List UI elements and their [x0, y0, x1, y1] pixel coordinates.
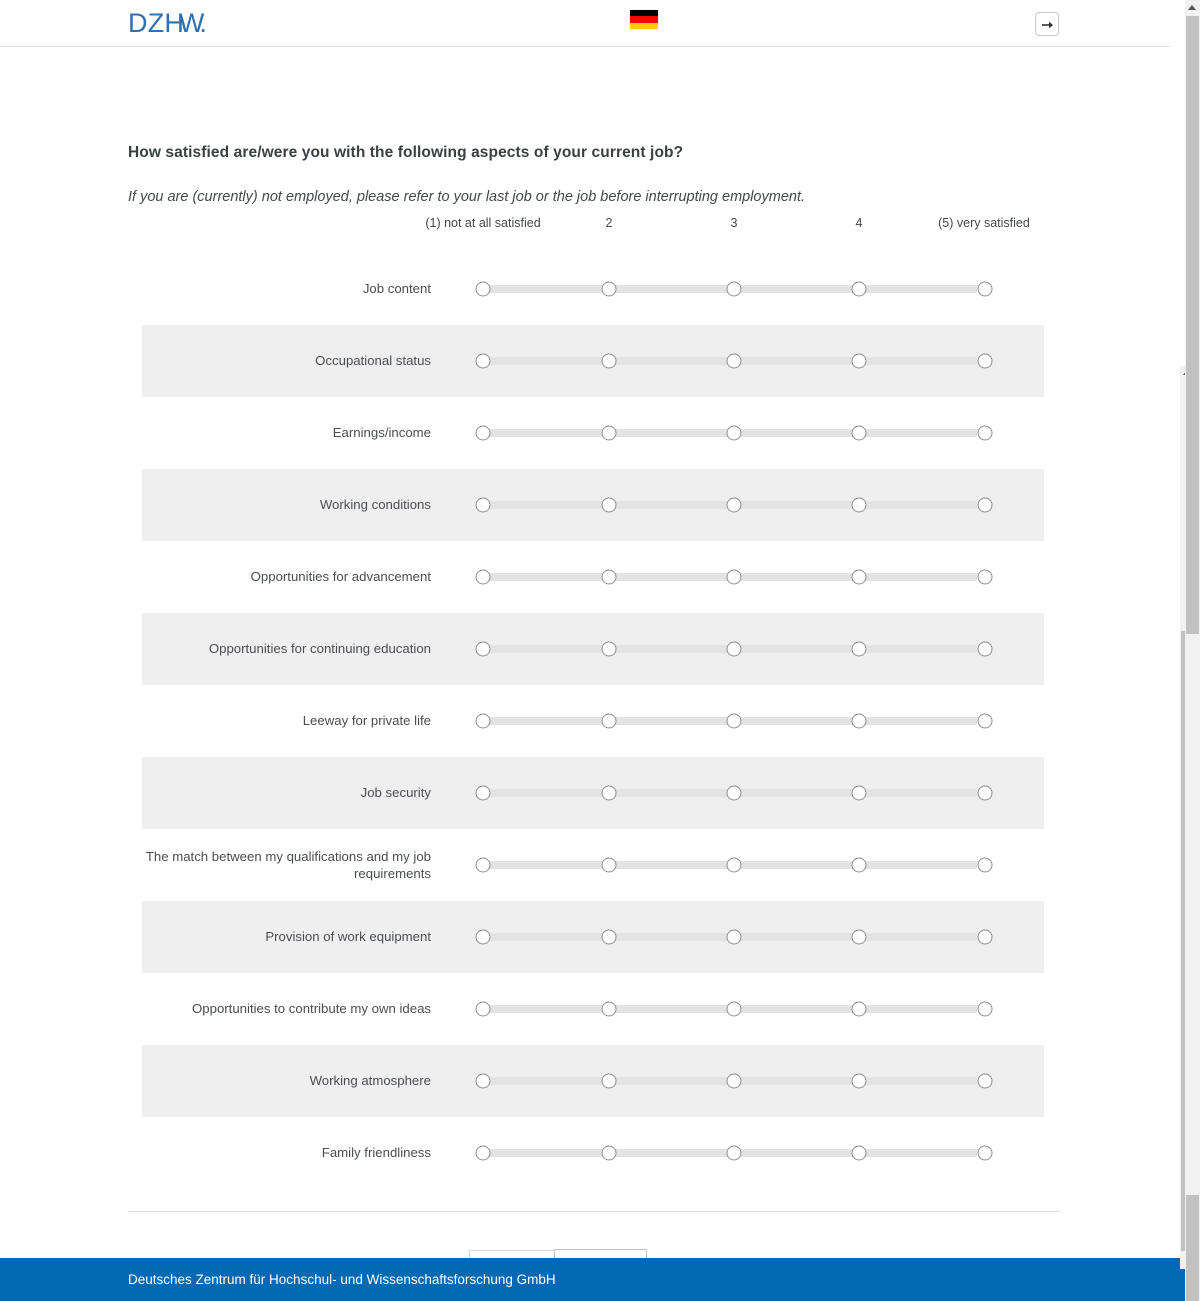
rating-option-3[interactable]: [727, 786, 742, 801]
scale-label-4: 4: [855, 216, 863, 230]
matrix-row-label: Provision of work equipment: [265, 929, 431, 945]
rating-option-3[interactable]: [727, 1146, 742, 1161]
matrix-row-label: Opportunities to contribute my own ideas: [192, 1001, 431, 1017]
rating-option-4[interactable]: [852, 1146, 867, 1161]
rating-option-5[interactable]: [978, 426, 993, 441]
scale-label-3: 3: [730, 216, 738, 230]
rating-slider[interactable]: [474, 613, 986, 685]
rating-option-4[interactable]: [852, 930, 867, 945]
rating-option-2[interactable]: [602, 714, 617, 729]
german-flag-icon[interactable]: [630, 10, 658, 29]
rating-option-2[interactable]: [602, 498, 617, 513]
rating-option-4[interactable]: [852, 1074, 867, 1089]
rating-option-1[interactable]: [476, 570, 491, 585]
rating-option-4[interactable]: [852, 786, 867, 801]
rating-slider[interactable]: [474, 253, 986, 325]
matrix-row: [142, 613, 1044, 685]
rating-option-3[interactable]: [727, 498, 742, 513]
rating-option-4[interactable]: [852, 426, 867, 441]
logo-text-dot: .: [199, 8, 208, 38]
rating-option-5[interactable]: [978, 1074, 993, 1089]
rating-option-3[interactable]: [727, 354, 742, 369]
rating-option-2[interactable]: [602, 1074, 617, 1089]
scale-label-2: 2: [605, 216, 613, 230]
matrix-row: [142, 253, 1044, 325]
logo-text-dz: DZ: [128, 8, 165, 38]
rating-option-3[interactable]: [727, 282, 742, 297]
matrix-row: [142, 973, 1044, 1045]
site-header: [0, 0, 1171, 47]
rating-slider[interactable]: [474, 469, 986, 541]
rating-option-4[interactable]: [852, 354, 867, 369]
rating-slider[interactable]: [474, 541, 986, 613]
rating-option-2[interactable]: [602, 1146, 617, 1161]
logo-text-hw: HW: [164, 8, 200, 38]
rating-option-4[interactable]: [852, 642, 867, 657]
matrix-row-label: Family friendliness: [321, 1145, 431, 1161]
dzhw-logo: [128, 8, 207, 39]
matrix-row-label: Leeway for private life: [302, 713, 431, 729]
matrix-row-label: Opportunities for continuing education: [208, 641, 431, 657]
matrix-row-label: Earnings/income: [332, 425, 431, 441]
rating-option-3[interactable]: [727, 570, 742, 585]
rating-option-4[interactable]: [852, 714, 867, 729]
matrix-row-label: Opportunities for advancement: [250, 569, 431, 585]
rating-option-1[interactable]: [476, 642, 491, 657]
rating-option-3[interactable]: [727, 642, 742, 657]
flag-stripe-gold: [630, 23, 658, 29]
matrix-row: [142, 1045, 1044, 1117]
rating-option-2[interactable]: [602, 858, 617, 873]
matrix-row-label: The match between my qualifications and my job requirements: [145, 848, 431, 881]
matrix-row-label: Job security: [360, 785, 431, 801]
rating-option-1[interactable]: [476, 1146, 491, 1161]
rating-option-1[interactable]: [476, 1074, 491, 1089]
rating-slider[interactable]: [474, 1045, 986, 1117]
matrix-row-label: Occupational status: [315, 353, 431, 369]
rating-option-1[interactable]: [476, 714, 491, 729]
rating-option-4[interactable]: [852, 282, 867, 297]
rating-option-3[interactable]: [727, 858, 742, 873]
matrix-row: [142, 469, 1044, 541]
rating-slider[interactable]: [474, 829, 986, 901]
question-instruction: If you are (currently) not employed, please refer to your last job or the job before interrupting employment.: [128, 189, 806, 205]
rating-option-5[interactable]: [978, 1002, 993, 1017]
rating-option-4[interactable]: [852, 570, 867, 585]
rating-option-5[interactable]: [978, 858, 993, 873]
rating-option-3[interactable]: [727, 1074, 742, 1089]
rating-slider[interactable]: [474, 973, 986, 1045]
rating-option-3[interactable]: [727, 1002, 742, 1017]
rating-option-5[interactable]: [978, 714, 993, 729]
rating-option-3[interactable]: [727, 714, 742, 729]
rating-option-1[interactable]: [476, 930, 491, 945]
rating-option-2[interactable]: [602, 282, 617, 297]
matrix-row: [142, 541, 1044, 613]
rating-option-1[interactable]: [476, 426, 491, 441]
rating-option-2[interactable]: [602, 570, 617, 585]
rating-slider[interactable]: [474, 685, 986, 757]
matrix-row: [142, 397, 1044, 469]
rating-option-1[interactable]: [476, 858, 491, 873]
scale-header-row: [142, 215, 1044, 255]
page-title: How satisfied are/were you with the following aspects of your current job?: [128, 144, 684, 161]
rating-option-2[interactable]: [602, 786, 617, 801]
rating-slider[interactable]: [474, 1117, 986, 1189]
rating-option-4[interactable]: [852, 1002, 867, 1017]
rating-slider[interactable]: [474, 757, 986, 829]
rating-option-3[interactable]: [727, 426, 742, 441]
rating-option-2[interactable]: [602, 426, 617, 441]
rating-slider[interactable]: [474, 901, 986, 973]
satisfaction-matrix: [142, 253, 1044, 1189]
scale-label-5: (5) very satisfied: [938, 216, 1030, 230]
rating-option-5[interactable]: [978, 786, 993, 801]
matrix-row-label: Job content: [362, 281, 431, 297]
rating-option-4[interactable]: [852, 858, 867, 873]
site-footer: [0, 1258, 1186, 1301]
matrix-row: [142, 685, 1044, 757]
rating-option-1[interactable]: [476, 786, 491, 801]
matrix-row-label: Working conditions: [319, 497, 431, 513]
page-scroll-up-arrow-icon[interactable]: [1188, 5, 1196, 10]
rating-option-5[interactable]: [978, 498, 993, 513]
rating-option-1[interactable]: [476, 498, 491, 513]
rating-option-4[interactable]: [852, 498, 867, 513]
rating-slider[interactable]: [474, 325, 986, 397]
page-scrollbar-thumb[interactable]: [1186, 16, 1199, 634]
rating-option-5[interactable]: [978, 642, 993, 657]
section-divider: [128, 1211, 1060, 1212]
logout-button[interactable]: [1035, 12, 1059, 36]
page-scrollbar-thumb-lower[interactable]: [1186, 1195, 1199, 1301]
matrix-row: [142, 901, 1044, 973]
rating-option-5[interactable]: [978, 1146, 993, 1161]
scale-label-1: (1) not at all satisfied: [425, 216, 541, 230]
rating-option-2[interactable]: [602, 642, 617, 657]
rating-option-2[interactable]: [602, 354, 617, 369]
rating-option-5[interactable]: [978, 354, 993, 369]
matrix-row: [142, 757, 1044, 829]
rating-option-2[interactable]: [602, 930, 617, 945]
matrix-row-label: Working atmosphere: [309, 1073, 431, 1089]
footer-text: Deutsches Zentrum für Hochschul- und Wissenschaftsforschung GmbH: [128, 1272, 556, 1287]
matrix-row: [142, 325, 1044, 397]
rating-option-1[interactable]: [476, 354, 491, 369]
matrix-row: [142, 829, 1044, 901]
rating-option-3[interactable]: [727, 930, 742, 945]
rating-option-5[interactable]: [978, 930, 993, 945]
page-scrollbar[interactable]: [1185, 0, 1200, 1301]
rating-option-5[interactable]: [978, 570, 993, 585]
matrix-row: [142, 1117, 1044, 1189]
rating-option-1[interactable]: [476, 1002, 491, 1017]
rating-slider[interactable]: [474, 397, 986, 469]
logout-icon: [1040, 17, 1056, 33]
rating-option-5[interactable]: [978, 282, 993, 297]
rating-option-2[interactable]: [602, 1002, 617, 1017]
rating-option-1[interactable]: [476, 282, 491, 297]
